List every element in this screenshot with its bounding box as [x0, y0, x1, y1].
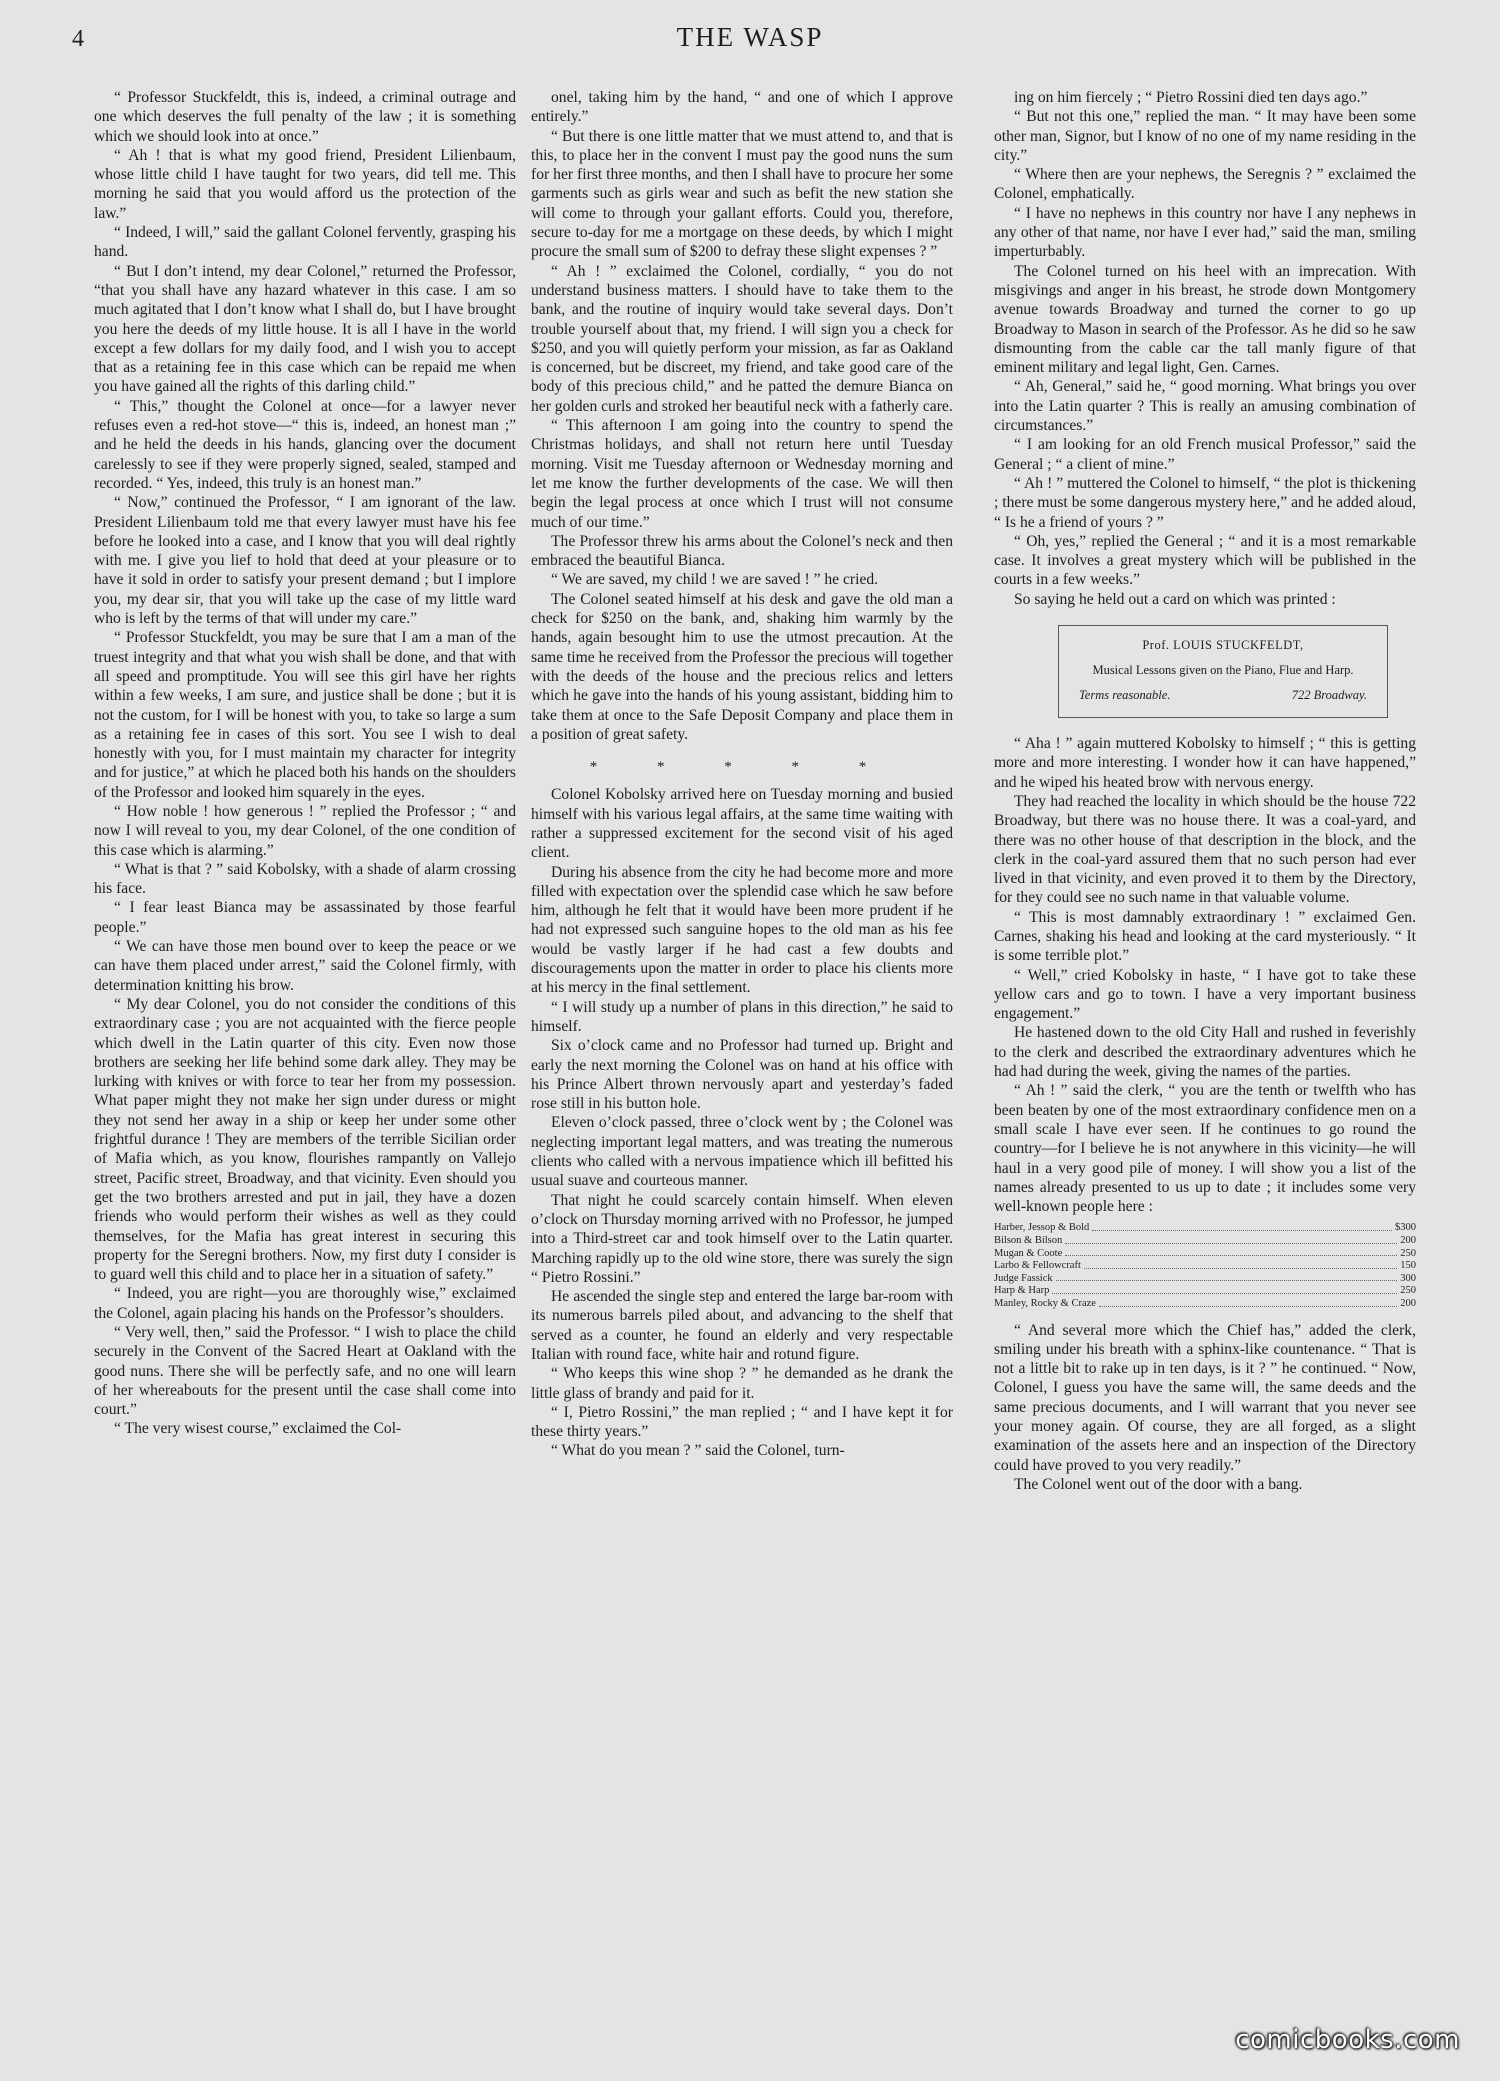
paragraph: “ This is most damnably extraordinary ! ” exclaimed Gen. Carnes, shaking his head and looking at the card mysteriously. “ It is some terrible plot.” — [994, 908, 1416, 965]
card-name: Prof. LOUIS STUCKFELDT, — [1142, 638, 1304, 653]
card-terms-row — [1069, 688, 1377, 703]
paragraph: Colonel Kobolsky arrived here on Tuesday morning and busied himself with his various legal affairs, at the same time waiting with rather a suppressed excitement for the second visit of his aged client. — [531, 786, 953, 862]
paragraph: He ascended the single step and entered the large bar-room with its numerous barrels piled about, and advancing to the shelf that served as a counter, he found an elderly and very respectable Italian with round face, white hair and rotund figure. — [531, 1288, 953, 1363]
paragraph: “ Very well, then,” said the Professor. “ I wish to place the child securely in the Convent of the Sacred Heart at Oakland with the good nuns. There she will be perfectly safe, and no one will learn of her whereabouts for the present until the case shall come into court.” — [94, 1324, 516, 1419]
paragraph: “ I, Pietro Rossini,” the man replied ; “ and I have kept it for these thirty years.” — [531, 1403, 953, 1441]
victim-amount: 250 — [1400, 1285, 1416, 1297]
victim-amount: 200 — [1400, 1298, 1416, 1309]
paragraph: The Colonel turned on his heel with an imprecation. With misgivings and anger in his breast, he strode down Montgomery avenue towards Broadway and turned the corner to go up Broadway to Mason in search of the Professor. As he did so he saw dismounting from the cable car the tall manly figure of that eminent military and legal light, Gen. Carnes. — [994, 262, 1416, 377]
paragraph: “ I have no nephews in this country nor have I any nephews in any other of that name, nor have I ever had,” said the man, smiling imperturbably. — [994, 204, 1416, 261]
paragraph: “ Professor Stuckfeldt, you may be sure that I am a man of the truest integrity and that what you wish shall be done, and that with all speed and promptitude. You will see this girl have her rights within a few weeks, I am sure, and justice shall be done ; but it is not the custom, for I will be honest with you, to take so large a sum as a retaining fee in cases of this sort. You see I wish to deal honestly with you, for I must maintain my character for integrity and for justice,” at which he placed both his hands on the shoulders of the Professor and looked him squarely in the eyes. — [94, 629, 516, 801]
paragraph: So saying he held out a card on which was printed : — [1014, 590, 1336, 608]
victim-name: Mugan & Coote — [994, 1247, 1063, 1259]
business-card — [1058, 625, 1388, 718]
paragraph: “ And several more which the Chief has,” added the clerk, smiling under his breath with a sphinx-like countenance. “ That is not a little bit to rake up in ten days, is it ? ” he continued. “ Now, Colonel, I guess you have the same will, the same deeds and the same precious documents, and I will warrant that you never see your money again. Of course, they are all forged, as a slight examination of the assets here and an inspection of the Directory could have proved to you very readily.” — [994, 1321, 1416, 1474]
article-column-3 — [994, 88, 1416, 1494]
paragraph: “ We can have those men bound over to keep the peace or we can have them placed under arrest,” said the Colonel firmly, with determination knitting his brow. — [94, 938, 516, 994]
paragraph: “ I fear least Bianca may be assassinated by those fearful people.” — [94, 899, 516, 936]
paragraph: “ What do you mean ? ” said the Colonel, turn- — [551, 1442, 845, 1460]
paragraph: “ How noble ! how generous ! ” replied the Professor ; “ and now I will reveal to you, my dear Colonel, of the one condition of this case which is alarming.” — [94, 802, 516, 859]
column-3-paragraphs-middle — [994, 734, 1416, 1216]
paragraph: He hastened down to the old City Hall and rushed in feverishly to the clerk and described the extraordinary adventures which he had had during the week, giving the names of the parties. — [994, 1024, 1416, 1081]
leader-dots — [1052, 1285, 1397, 1294]
article-column-1 — [94, 88, 516, 1439]
victim-name: Bilson & Bilson — [994, 1235, 1063, 1247]
leader-dots — [1056, 1273, 1398, 1282]
leader-dots — [1065, 1235, 1397, 1244]
paragraph: “ My dear Colonel, you do not consider the conditions of this extraordinary case ; you are not acquainted with the fierce people which dwell in the Latin quarter of this city. Even now those brothers are seeking her life behind some dark alley. They may be lurking with knives or with force to tear her from my possession. What paper might they not make her sign under duress or might they not send her away in a ship or keep her under some other frightful durance ! They are members of the terrible Sicilian order of Mafia which, as you know, flourishes rampantly on Vallejo street, Pacific street, Broadway, and that vicinity. Even should you get the two brothers arrested and put in jail, they have a dozen friends who would perform their wishes as well as they could themselves, for the Mafia has great interest in securing this property for the Seregni brothers. Now, my first duty I consider is to guard well this child and to place her in a situation of safety.” — [94, 995, 516, 1284]
victim-row — [994, 1222, 1416, 1235]
paragraph: Eleven o’clock passed, three o’clock went by ; the Colonel was neglecting important legal matters, and was treating the numerous clients who called with a nervous impatience which ill befitted his usual suave and courteous manner. — [531, 1114, 953, 1190]
victim-amount: 150 — [1400, 1260, 1416, 1272]
paragraph: That night he could scarcely contain himself. When eleven o’clock on Thursday morning arrived with no Professor, he jumped into a Third-street car and took himself over to the Latin quarter. Marching rapidly up to the old wine store, there was surely the sign “ Pietro Rossini.” — [531, 1191, 953, 1286]
paragraph: “ Who keeps this wine shop ? ” he demanded as he drank the little glass of brandy and paid for it. — [531, 1365, 953, 1402]
card-lessons: Musical Lessons given on the Piano, Flue and Harp. — [1092, 663, 1354, 678]
victim-name: Larbo & Fellowcraft — [994, 1260, 1081, 1272]
article-column-2 — [531, 88, 953, 1461]
victim-row — [994, 1260, 1416, 1273]
victim-amount: 250 — [1400, 1247, 1416, 1259]
paragraph: “ But there is one little matter that we must attend to, and that is this, to place her in the convent I must pay the good nuns the sum for her first three months, and then I shall have to procure her some garments such as girls wear and such as befit the new station she will come to through your gallant efforts. Could you, therefore, secure to-day for me a mortgage on these deeds, by which I might procure the small sum of $200 to defray these slight expenses ? ” — [531, 127, 953, 261]
victim-row — [994, 1235, 1416, 1248]
paragraph: “ I will study up a number of plans in this direction,” he said to himself. — [531, 998, 953, 1035]
victim-row — [994, 1273, 1416, 1286]
paragraph: “ We are saved, my child ! we are saved ! ” he cried. — [551, 571, 879, 589]
card-terms: Terms reasonable. — [1079, 688, 1171, 703]
leader-dots — [1084, 1260, 1397, 1269]
paragraph: Six o’clock came and no Professor had turned up. Bright and early the next morning the Colonel was on hand at his office with his Prince Albert thrown nervously apart and yesterday’s faded rose still in his button hole. — [531, 1037, 953, 1113]
paragraph: They had reached the locality in which should be the house 722 Broadway, but there was no house there. It was a coal-yard, and there was no other house of that description in the block, and the clerk in the coal-yard assured them that no such person had ever lived in that vicinity, and even proved it to them by the Directory, for they could see no such name in that valuable volume. — [994, 792, 1416, 907]
paragraph: “ Ah ! ” exclaimed the Colonel, cordially, “ you do not understand business matters. I should have to take them to the bank, and the routine of inquiry would take several days. Don’t trouble yourself about that, my friend. I will sign you a check for $250, and you will quietly perform your mission, as far as Oakland is concerned, but be discreet, my friend, and take good care of the body of this precious child,” and he patted the demure Bianca on her golden curls and stroked her beautiful neck with a fatherly care. — [531, 262, 953, 415]
masthead-title: THE WASP — [676, 22, 824, 52]
paragraph: “ Aha ! ” again muttered Kobolsky to himself ; “ this is getting more and more interesting. I wonder how it can have happened,” and he wiped his heated brow with nervous energy. — [994, 735, 1416, 791]
victim-row — [994, 1248, 1416, 1261]
victim-amount: $300 — [1395, 1222, 1416, 1234]
paragraph: “ Ah ! that is what my good friend, President Lilienbaum, whose little child I have taught for two years, did tell me. This morning he said that you would afford us the protection of the law.” — [94, 146, 516, 222]
victim-name: Harber, Jessop & Bold — [994, 1222, 1090, 1234]
leader-dots — [1092, 1222, 1392, 1231]
paragraph: “ The very wisest course,” exclaimed the Col- — [114, 1420, 402, 1438]
paragraph: “ Well,” cried Kobolsky in haste, “ I have got to take these yellow cars and go to town. I have a very important business engagement.” — [994, 966, 1416, 1023]
paragraph: “ Ah ! ” muttered the Colonel to himself, “ the plot is thickening ; there must be some dangerous mystery here,” and he added aloud, “ Is he a friend of yours ? ” — [994, 474, 1416, 531]
victim-name: Harp & Harp — [994, 1285, 1050, 1297]
watermark: comicbooks.com — [1235, 2025, 1460, 2055]
victim-row — [994, 1298, 1416, 1311]
victim-amount: 300 — [1400, 1272, 1416, 1284]
column-1-paragraphs — [94, 88, 516, 1439]
victim-row — [994, 1285, 1416, 1298]
paragraph: “ Ah, General,” said he, “ good morning. What brings you over into the Latin quarter ? This is really an amusing combination of circumstances.” — [994, 378, 1416, 435]
column-3-paragraphs-bottom — [994, 1321, 1416, 1495]
paragraph: “ But I don’t intend, my dear Colonel,” returned the Professor, “that you shall have any hazard whatever in this case. I am so much agitated that I don’t know what I shall do, but I have brought you here the deeds of my little house. It is all I have in the world except a few dollars for my daily food, and I wish you to accept that as a retaining fee in this case which can be repaid me when you have gained all the rights of this darling child.” — [94, 262, 516, 396]
paragraph: “ What is that ? ” said Kobolsky, with a shade of alarm crossing his face. — [94, 860, 516, 898]
victim-name: Manley, Rocky & Craze — [994, 1298, 1096, 1309]
paragraph: “ But not this one,” replied the man. “ It may have been some other man, Signor, but I know of no one of my name residing in the city.” — [994, 108, 1416, 164]
leader-dots — [1065, 1248, 1397, 1257]
section-break: * * * * * — [589, 759, 895, 776]
paragraph: The Colonel seated himself at his desk and gave the old man a check for $250 on the bank, and, shaking him warmly by the hands, again besought him to use the utmost precaution. At the same time he received from the Professor the precious will together with the deeds of the house and the precious relics and letters which he gave into the hands of his young assistant, bidding him to take them at once to the Safe Deposit Company and place them in a position of great safety. — [531, 590, 953, 743]
paragraph: The Professor threw his arms about the Colonel’s neck and then embraced the beautiful Bianca. — [531, 532, 953, 570]
paragraph: “ Where then are your nephews, the Seregnis ? ” exclaimed the Colonel, emphatically. — [994, 166, 1416, 203]
victim-name: Judge Fassick — [994, 1272, 1053, 1284]
paragraph: “ Professor Stuckfeldt, this is, indeed, a criminal outrage and one which deserves the full penalty of the law ; it is something which we should look into at once.” — [94, 89, 516, 145]
paragraph: “ Indeed, you are right—you are thoroughly wise,” exclaimed the Colonel, again placing his hands on the Professor’s shoulders. — [94, 1285, 516, 1322]
leader-dots — [1099, 1298, 1397, 1307]
victim-amount: 200 — [1400, 1235, 1416, 1247]
paragraph: ing on him fiercely ; “ Pietro Rossini died ten days ago.” — [1014, 89, 1368, 106]
column-3-paragraphs-top — [994, 88, 1416, 609]
paragraph: “ Ah ! ” said the clerk, “ you are the tenth or twelfth who has been beaten by one of the most extraordinary confidence men on a small scale I have ever seen. If he continues to go round the country—for I believe he is not anywhere in this vicinity—he will haul in a very good pile of money. I will show you a list of the names already presented to us up to date ; it includes some very well-known people here : — [994, 1082, 1416, 1216]
card-address: 722 Broadway. — [1291, 688, 1367, 703]
paragraph: “ I am looking for an old French musical Professor,” said the General ; “ a client of mine.” — [994, 436, 1416, 473]
column-2-paragraphs — [531, 88, 953, 1461]
page-number: 4 — [72, 26, 84, 52]
paragraph: “ Indeed, I will,” said the gallant Colonel fervently, grasping his hand. — [94, 224, 516, 261]
paragraph: During his absence from the city he had become more and more filled with expectation over the splendid case which he saw before him, although he felt that it would have been more prudent if he had not expressed such sanguine hopes to the old man as his fee would be vastly larger if he had cast a few doubts and discouragements upon the matter in order to place his clients more at his mercy in the final settlement. — [531, 863, 953, 997]
paragraph: “ This,” thought the Colonel at once—for a lawyer never refuses even a red-hot stove—“ this is, indeed, an honest man ;” and he held the deeds in his hands, glancing over the document carelessly to see if they were properly signed, sealed, stamped and recorded. “ Yes, indeed, this truly is an honest man.” — [94, 397, 516, 492]
victims-list — [994, 1222, 1416, 1310]
paragraph: “ This afternoon I am going into the country to spend the Christmas holidays, and shall not return here until Tuesday morning. Visit me Tuesday afternoon or Wednesday morning and let me know the further developments of the case. We will then begin the legal process at once which I trust will not consume much of our time.” — [531, 417, 953, 531]
paragraph: “ Now,” continued the Professor, “ I am ignorant of the law. President Lilienbaum told me that every lawyer must have his fee before he looked into a case, and I know that you will deal rightly with me. I give you lief to hold that deed at your pleasure or to have it sold in order to satisfy your present demand ; but I implore you, my dear sir, that you will take up the case of my little ward who is left by the terms of that will under my care.” — [94, 494, 516, 628]
paragraph: The Colonel went out of the door with a bang. — [1014, 1475, 1303, 1493]
paragraph: “ Oh, yes,” replied the General ; “ and it is a most remarkable case. It involves a great mystery which will be published in the courts in a few weeks.” — [994, 532, 1416, 589]
paragraph: onel, taking him by the hand, “ and one of which I approve entirely.” — [531, 89, 953, 126]
